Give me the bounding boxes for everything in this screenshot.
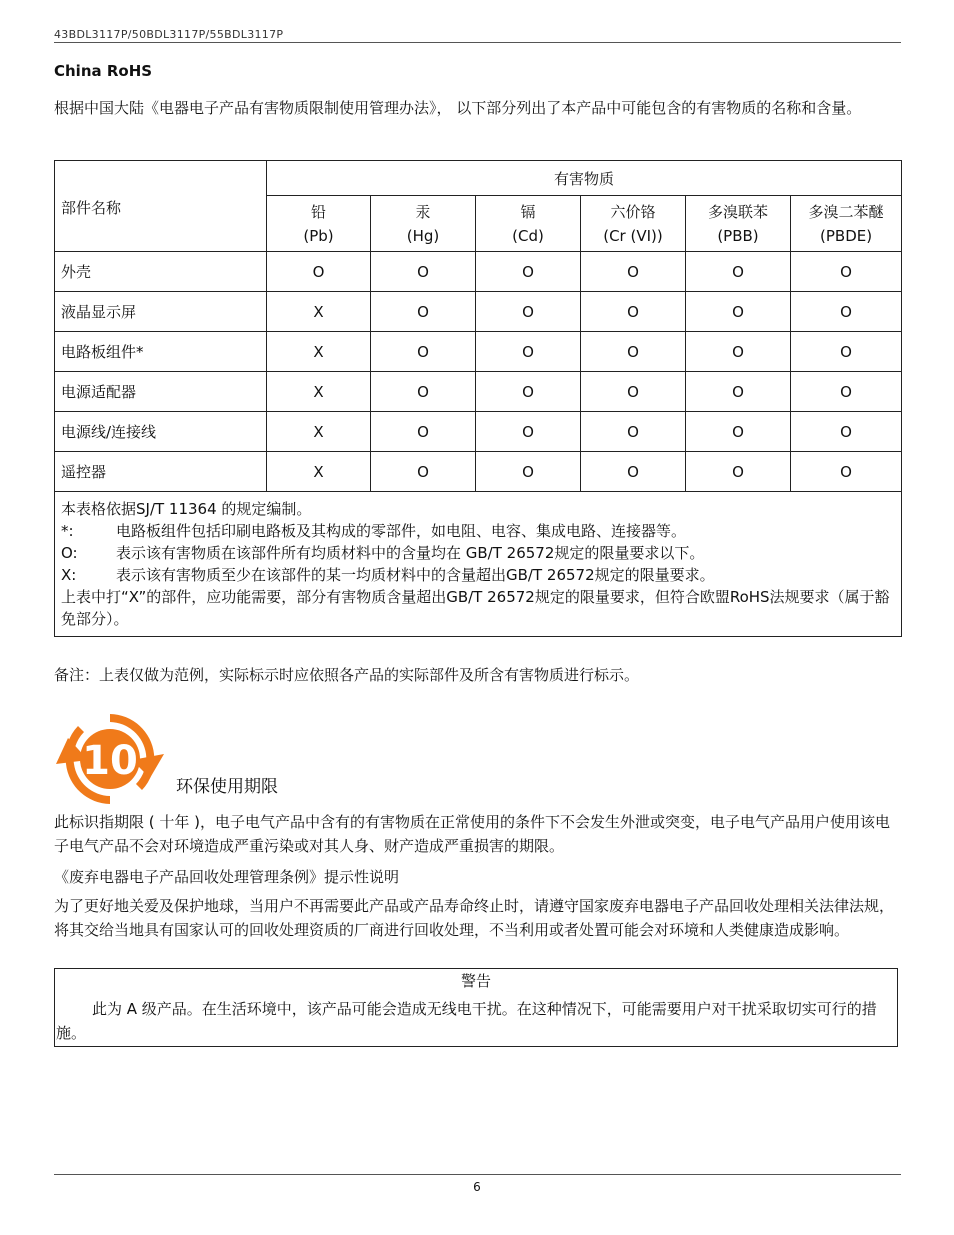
substance-value-cell: O (791, 252, 902, 292)
substance-value-cell: O (267, 252, 371, 292)
note-star-key: *: (61, 522, 74, 540)
document-header-model: 43BDL3117P/50BDL3117P/55BDL3117P (54, 28, 284, 41)
substance-value-cell: O (476, 372, 581, 412)
substance-value-cell: O (476, 412, 581, 452)
substance-value-cell: O (371, 252, 476, 292)
part-header: 部件名称 (55, 161, 267, 252)
group-header: 有害物质 (267, 161, 902, 196)
substance-value-cell: O (371, 332, 476, 372)
column-header-cell (686, 196, 791, 252)
note-o (61, 542, 895, 564)
note-basis: 本表格依据SJ/T 11364 的规定编制。 (61, 500, 312, 518)
recycle-title: 《废弃电器电子产品回收处理管理条例》提示性说明 (54, 868, 400, 886)
column-substance-name: 汞 (415, 202, 431, 221)
table-notes (55, 492, 902, 637)
substance-value-cell: O (581, 372, 686, 412)
part-name-cell: 液晶显示屏 (55, 292, 267, 332)
substance-value-cell: O (476, 452, 581, 492)
substance-value-cell: O (686, 372, 791, 412)
table-row (55, 332, 902, 372)
substance-value-cell: O (791, 372, 902, 412)
substance-value-cell: X (267, 372, 371, 412)
substance-value-cell: O (581, 252, 686, 292)
column-substance-name: 铅 (310, 202, 326, 221)
substance-value-cell: O (371, 452, 476, 492)
substance-value-cell: O (371, 412, 476, 452)
warning-box (54, 968, 898, 1047)
table-body (55, 252, 902, 492)
substance-value-cell: O (371, 372, 476, 412)
substance-value-cell: O (686, 252, 791, 292)
eco-period-logo-icon (54, 710, 166, 808)
note-final: 上表中打“X”的部件，应功能需要，部分有害物质含量超出GB/T 26572规定的限量要求，但符合欧盟RoHS法规要求（属于豁免部分）。 (61, 588, 890, 628)
note-star (61, 520, 895, 542)
substance-value-cell: O (581, 412, 686, 452)
column-header-cell (581, 196, 686, 252)
part-name-cell: 电路板组件* (55, 332, 267, 372)
rohs-table (54, 160, 902, 637)
eco-period-text: 此标识指期限 ( 十年 )，电子电气产品中含有的有害物质在正常使用的条件下不会发生外泄或突变，电子电气产品用户使用该电子电气产品不会对环境造成严重污染或对其人身、财产造成严重损害的期限。 (54, 813, 891, 855)
remark-text: 备注：上表仅做为范例，实际标示时应依照各产品的实际部件及所含有害物质进行标示。 (54, 666, 640, 684)
page-number: 6 (473, 1180, 481, 1194)
substance-value-cell: O (581, 292, 686, 332)
column-header-cell (267, 196, 371, 252)
column-substance-symbol: (Cd) (512, 226, 544, 245)
note-x (61, 564, 895, 586)
eco-period-title: 环保使用期限 (176, 777, 278, 797)
warning-text: 此为 A 级产品。在生活环境中，该产品可能会造成无线电干扰。在这种情况下，可能需要用户对干扰采取切实可行的措施。 (56, 1000, 877, 1042)
part-name-cell: 遥控器 (55, 452, 267, 492)
column-substance-symbol: (PBDE) (820, 226, 873, 245)
substance-value-cell: O (686, 332, 791, 372)
footer-rule (54, 1174, 901, 1175)
column-substance-name: 多溴二苯醚 (808, 202, 884, 221)
substance-value-cell: O (791, 292, 902, 332)
column-header-cell (371, 196, 476, 252)
substance-value-cell: O (581, 332, 686, 372)
table-row (55, 372, 902, 412)
header-rule (54, 42, 901, 43)
substance-value-cell: O (791, 332, 902, 372)
eco-logo-number: 10 (82, 738, 138, 784)
warning-title: 警告 (460, 972, 491, 990)
column-substance-name: 多溴联苯 (707, 202, 768, 221)
substance-value-cell: X (267, 452, 371, 492)
table-row (55, 292, 902, 332)
table-row (55, 252, 902, 292)
substance-value-cell: O (581, 452, 686, 492)
substance-value-cell: O (476, 292, 581, 332)
substance-value-cell: X (267, 292, 371, 332)
substance-value-cell: O (371, 292, 476, 332)
column-header-cell (791, 196, 902, 252)
part-name-cell: 电源适配器 (55, 372, 267, 412)
column-substance-name: 六价铬 (610, 202, 656, 221)
note-o-text: 表示该有害物质在该部件所有均质材料中的含量均在 GB/T 26572规定的限量要求以下。 (116, 544, 705, 562)
section-title: China RoHS (54, 62, 153, 80)
column-header-cell (476, 196, 581, 252)
substance-value-cell: O (791, 452, 902, 492)
intro-paragraph: 根据中国大陆《电器电子产品有害物质限制使用管理办法》， 以下部分列出了本产品中可能包含的有害物质的名称和含量。 (54, 99, 862, 117)
column-substance-symbol: (Pb) (303, 226, 334, 245)
table-row (55, 412, 902, 452)
note-x-text: 表示该有害物质至少在该部件的某一均质材料中的含量超出GB/T 26572规定的限量要求。 (116, 566, 715, 584)
substance-value-cell: O (686, 452, 791, 492)
note-x-key: X: (61, 566, 77, 584)
substance-value-cell: X (267, 412, 371, 452)
column-substance-name: 镉 (520, 202, 536, 221)
column-substance-symbol: (Hg) (406, 226, 440, 245)
substance-value-cell: O (686, 412, 791, 452)
column-substance-symbol: (Cr (VI)) (603, 226, 663, 245)
part-name-cell: 外壳 (55, 252, 267, 292)
part-name-cell: 电源线/连接线 (55, 412, 267, 452)
recycle-text: 为了更好地关爱及保护地球，当用户不再需要此产品或产品寿命终止时，请遵守国家废弃电器电子产品回收处理相关法律法规，将其交给当地具有国家认可的回收处理资质的厂商进行回收处理，不当利用或者处置可能会对环境和人类健康造成影响。 (54, 897, 895, 939)
table-row (55, 452, 902, 492)
substance-value-cell: X (267, 332, 371, 372)
substance-value-cell: O (476, 332, 581, 372)
note-o-key: O: (61, 544, 78, 562)
substance-value-cell: O (686, 292, 791, 332)
substance-value-cell: O (791, 412, 902, 452)
note-star-text: 电路板组件包括印刷电路板及其构成的零部件，如电阻、电容、集成电路、连接器等。 (116, 522, 687, 540)
substance-value-cell: O (476, 252, 581, 292)
column-substance-symbol: (PBB) (717, 226, 759, 245)
